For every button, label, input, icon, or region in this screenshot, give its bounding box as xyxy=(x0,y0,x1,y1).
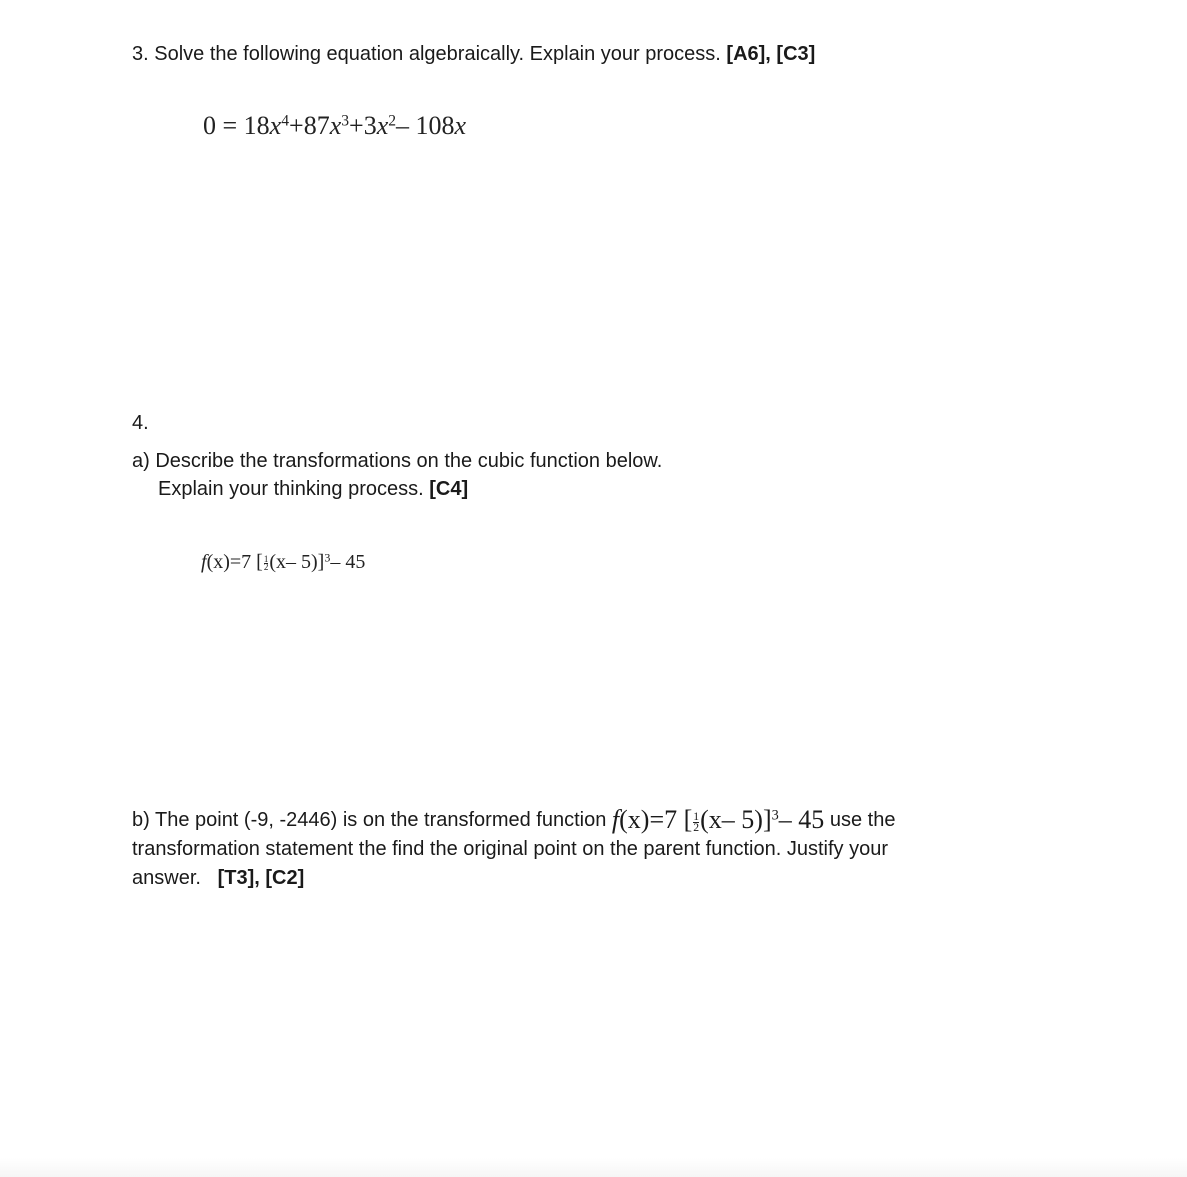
question-4b-line-1 xyxy=(132,805,896,834)
question-4b-tags: [T3], [C2] xyxy=(217,867,305,889)
question-4b-answer-word: answer. xyxy=(132,867,201,889)
close-bracket: ] xyxy=(317,551,325,573)
operator-2: + xyxy=(349,111,364,140)
term-2-exponent: 3 xyxy=(341,112,350,130)
question-3-text: 3. Solve the following equation algebraically. Explain your process. xyxy=(132,43,727,65)
term-4-coefficient: 108 xyxy=(415,111,455,140)
question-3-equation xyxy=(203,110,466,142)
function-coefficient: 7 xyxy=(241,551,252,573)
term-2-coefficient: 87 xyxy=(303,111,330,140)
function-constant: – 45 xyxy=(330,551,366,573)
question-4a-text: Explain your thinking process. xyxy=(158,478,430,500)
question-4b-text-start: b) The point (-9, -2446) is on the transformed function xyxy=(132,809,612,831)
term-3-exponent: 2 xyxy=(388,112,397,130)
question-3-tags: [A6], [C3] xyxy=(726,43,816,65)
term-4-variable: x xyxy=(454,111,467,140)
question-4a-line-2 xyxy=(158,477,468,501)
question-4a-line-1: a) Describe the transformations on the cubic function below. xyxy=(132,450,663,472)
open-bracket: [ xyxy=(256,551,263,573)
term-1-coefficient: 18 xyxy=(243,111,270,140)
function-name: f xyxy=(201,551,207,573)
equation-equals: = xyxy=(222,111,238,140)
term-1-exponent: 4 xyxy=(281,112,290,130)
term-2-variable: x xyxy=(329,111,342,140)
function-equals: = xyxy=(229,551,242,573)
question-4b-line-2: transformation statement the find the original point on the parent function. Justify your xyxy=(132,838,888,860)
term-3-variable: x xyxy=(376,111,389,140)
question-4b-inline-function: f(x)=7 [ $\frac{1}{2}$ (x– 5)]$^3$– 45 xyxy=(611,805,825,834)
question-4b-line-3 xyxy=(132,866,304,890)
inner-expression: (x– 5) xyxy=(269,551,318,573)
question-4-number: 4. xyxy=(132,412,149,434)
question-3-prompt xyxy=(132,42,815,66)
function-argument: (x) xyxy=(206,551,230,573)
equation-lhs: 0 xyxy=(203,111,216,140)
question-4b-text-end: use the xyxy=(824,809,896,831)
operator-1: + xyxy=(289,111,304,140)
fraction-one-half: $\frac{1}{2}$ xyxy=(263,553,269,572)
term-3-coefficient: 3 xyxy=(363,111,377,140)
question-4-function xyxy=(201,549,365,575)
function-exponent: 3 xyxy=(324,550,331,565)
operator-3: – xyxy=(396,111,410,140)
page-bottom-edge xyxy=(0,1158,1187,1177)
term-1-variable: x xyxy=(269,111,282,140)
question-4a-tags: [C4] xyxy=(429,478,469,500)
